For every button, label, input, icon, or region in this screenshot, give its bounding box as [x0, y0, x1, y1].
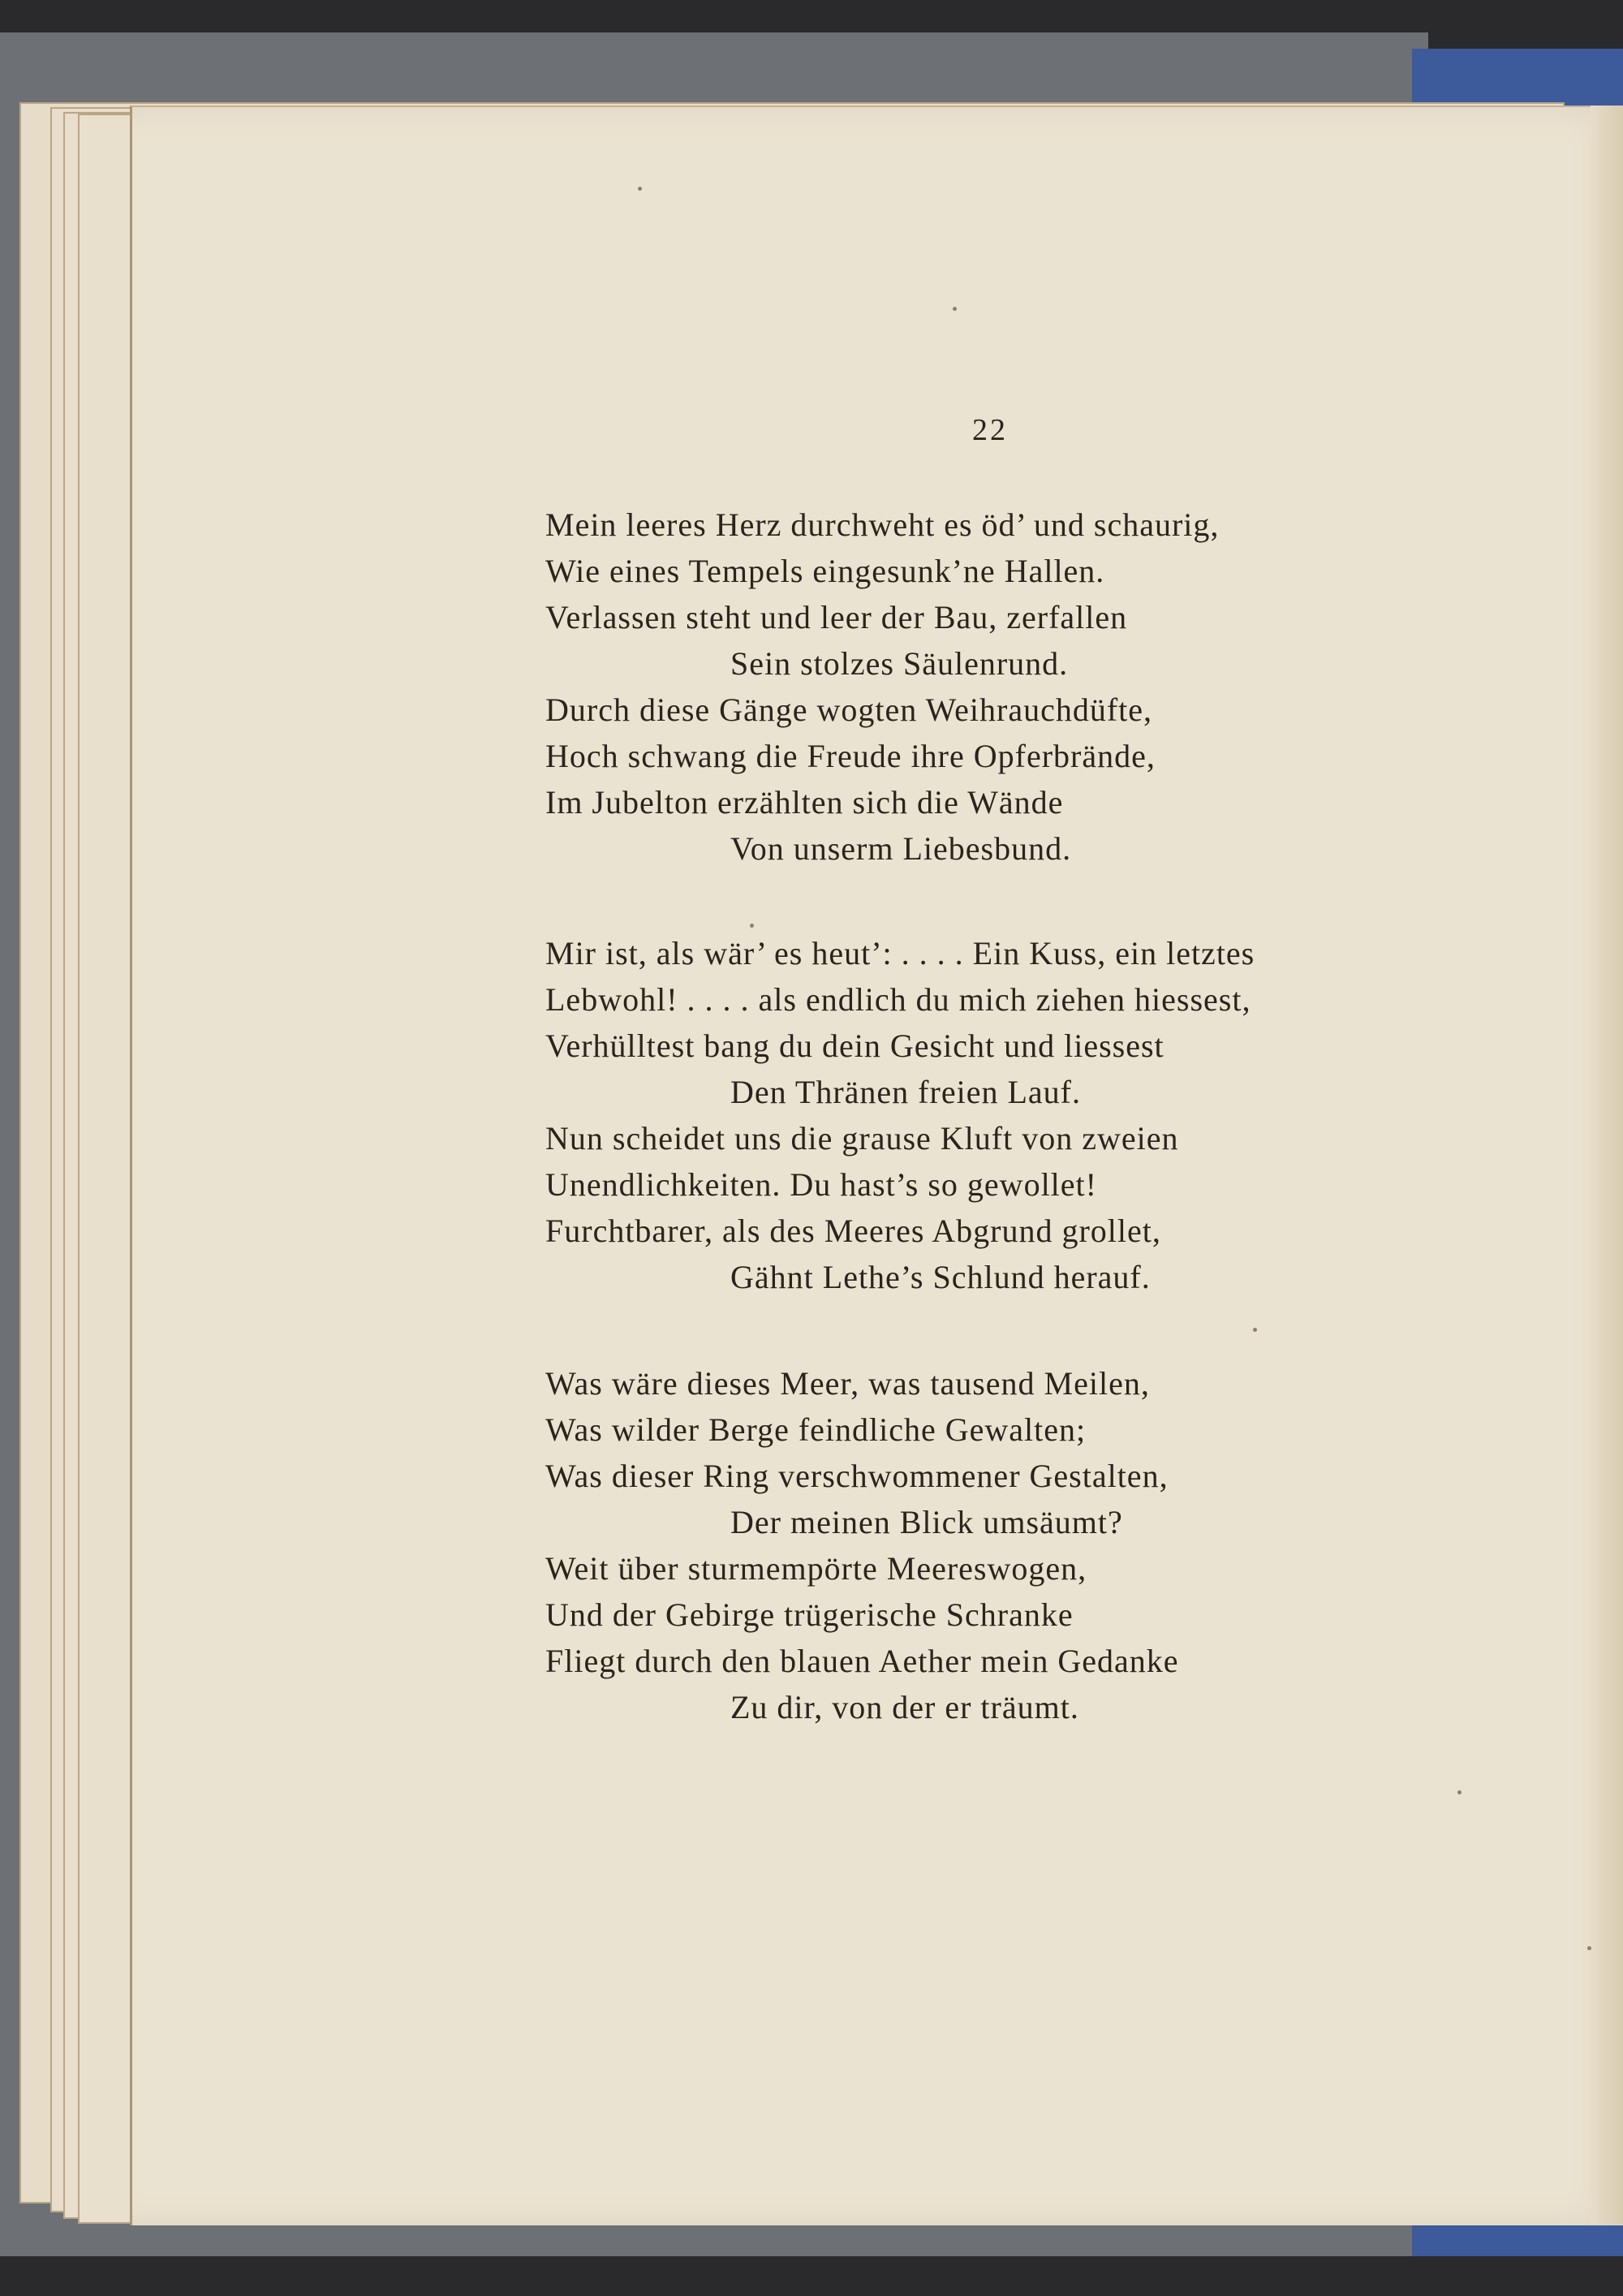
poem-line-indented: Zu dir, von der er träumt.	[730, 1689, 1079, 1725]
poem-line-indented: Den Thränen freien Lauf.	[730, 1074, 1081, 1110]
stanza-1	[545, 502, 1454, 872]
paper-speck	[638, 187, 642, 191]
paper-speck	[750, 924, 754, 928]
poem-line: Verlassen steht und leer der Bau, zerfallen	[545, 599, 1128, 635]
poem-line-indented: Von unserm Liebesbund.	[730, 830, 1072, 867]
poem-line: Nun scheidet uns die grause Kluft von zweien	[545, 1120, 1179, 1157]
poem-line: Und der Gebirge trügerische Schranke	[545, 1596, 1074, 1633]
poem-line: Furchtbarer, als des Meeres Abgrund grollet,	[545, 1213, 1161, 1249]
paper-speck	[1457, 1790, 1462, 1794]
poem-line: Weit über sturmempörte Meereswogen,	[545, 1550, 1087, 1587]
poem-line: Fliegt durch den blauen Aether mein Gedanke	[545, 1643, 1179, 1679]
poem-line: Durch diese Gänge wogten Weihrauchdüfte,	[545, 691, 1153, 728]
poem-line-indented: Gähnt Lethe’s Schlund herauf.	[730, 1259, 1151, 1295]
stanza-3	[545, 1360, 1454, 1730]
page-number: 22	[972, 413, 1008, 447]
poem-line: Unendlichkeiten. Du hast’s so gewollet!	[545, 1166, 1097, 1203]
paper-speck	[1253, 1328, 1257, 1332]
poem-line: Was wäre dieses Meer, was tausend Meilen,	[545, 1365, 1150, 1402]
poem-line-indented: Sein stolzes Säulenrund.	[730, 645, 1069, 682]
paper-speck	[953, 307, 957, 311]
poem-line: Hoch schwang die Freude ihre Opferbrände,	[545, 738, 1156, 774]
poem-line: Mein leeres Herz durchweht es öd’ und schaurig,	[545, 506, 1220, 543]
page-edge-shadow	[1591, 106, 1623, 2224]
stanza-2	[545, 930, 1454, 1300]
poem-line: Mir ist, als wär’ es heut’: . . . . Ein Kuss, ein letztes	[545, 935, 1255, 971]
poem-line-indented: Der meinen Blick umsäumt?	[730, 1504, 1123, 1540]
poem-line: Verhülltest bang du dein Gesicht und liessest	[545, 1027, 1165, 1064]
poem-line: Im Jubelton erzählten sich die Wände	[545, 784, 1064, 821]
poem-line: Was wilder Berge feindliche Gewalten;	[545, 1411, 1087, 1448]
poem-line: Wie eines Tempels eingesunk’ne Hallen.	[545, 553, 1105, 589]
paper-speck	[1587, 1946, 1591, 1950]
poem-line: Was dieser Ring verschwommener Gestalten,	[545, 1458, 1169, 1494]
poem-line: Lebwohl! . . . . als endlich du mich ziehen hiessest,	[545, 981, 1251, 1018]
